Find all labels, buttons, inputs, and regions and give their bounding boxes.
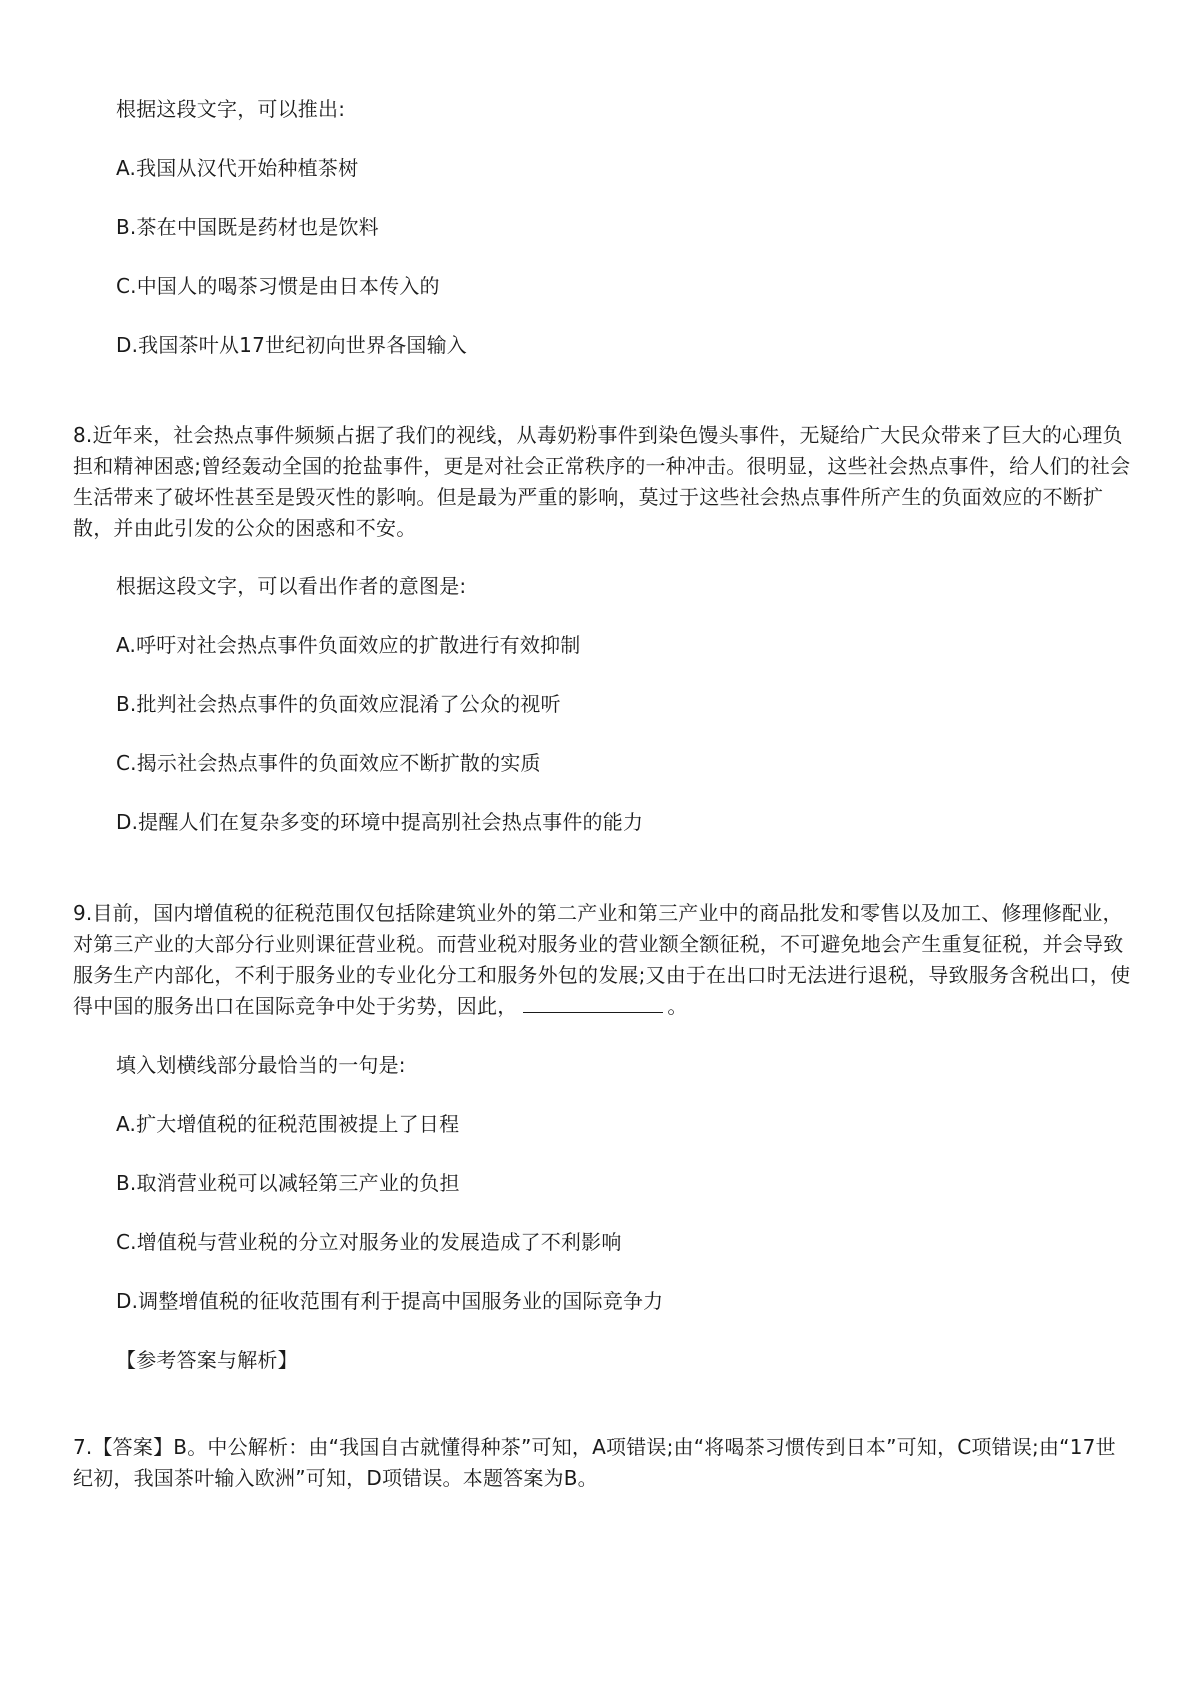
q7-option-c: C.中国人的喝茶习惯是由日本传入的 xyxy=(116,274,440,298)
q8-prompt: 根据这段文字，可以看出作者的意图是: xyxy=(116,574,467,598)
q9-option-b: B.取消营业税可以减轻第三产业的负担 xyxy=(116,1171,460,1195)
answers-heading: 【参考答案与解析】 xyxy=(116,1348,298,1372)
q9-fill-blank xyxy=(523,992,663,1013)
q8-option-c: C.揭示社会热点事件的负面效应不断扩散的实质 xyxy=(116,751,541,775)
q7-option-a: A.我国从汉代开始种植茶树 xyxy=(116,156,359,180)
q8-option-a: A.呼吁对社会热点事件负面效应的扩散进行有效抑制 xyxy=(116,633,581,657)
q8-option-b: B.批判社会热点事件的负面效应混淆了公众的视听 xyxy=(116,692,561,716)
q7-option-b: B.茶在中国既是药材也是饮料 xyxy=(116,215,379,239)
q7-prompt: 根据这段文字，可以推出: xyxy=(116,97,346,121)
q9-option-c: C.增值税与营业税的分立对服务业的发展造成了不利影响 xyxy=(116,1230,622,1254)
q9-stem-text: 9.目前，国内增值税的征税范围仅包括除建筑业外的第二产业和第三产业中的商品批发和零售以及加工、修理修配业，对第三产业的大部分行业则课征营业税。而营业税对服务业的营业额全额征税，不可避免地会产生重复征税，并会导致服务生产内部化，不利于服务业的专业化分工和服务外包的发展;又由于在出口时无法进行退税，导致服务含税出口，使得中国的服务出口在国际竞争中处于劣势，因此， xyxy=(73,901,1131,1018)
q9-prompt: 填入划横线部分最恰当的一句是: xyxy=(116,1053,406,1077)
q9-stem xyxy=(73,898,1133,1022)
q9-option-d: D.调整增值税的征收范围有利于提高中国服务业的国际竞争力 xyxy=(116,1289,664,1313)
q7-option-d: D.我国茶叶从17世纪初向世界各国输入 xyxy=(116,333,468,357)
q9-stem-end: 。 xyxy=(667,994,688,1018)
answer-7: 7.【答案】B。中公解析：由“我国自古就懂得种茶”可知，A项错误;由“将喝茶习惯传到日本”可知，C项错误;由“17世纪初，我国茶叶输入欧洲”可知，D项错误。本题答案为B。 xyxy=(73,1435,1116,1490)
q8-option-d: D.提醒人们在复杂多变的环境中提高别社会热点事件的能力 xyxy=(116,810,644,834)
q8-stem: 8.近年来，社会热点事件频频占据了我们的视线，从毒奶粉事件到染色馒头事件，无疑给广大民众带来了巨大的心理负担和精神困惑;曾经轰动全国的抢盐事件，更是对社会正常秩序的一种冲击。很明显，这些社会热点事件，给人们的社会生活带来了破坏性甚至是毁灭性的影响。但是最为严重的影响，莫过于这些社会热点事件所产生的负面效应的不断扩散，并由此引发的公众的困惑和不安。 xyxy=(73,423,1131,540)
q9-option-a: A.扩大增值税的征税范围被提上了日程 xyxy=(116,1112,460,1136)
